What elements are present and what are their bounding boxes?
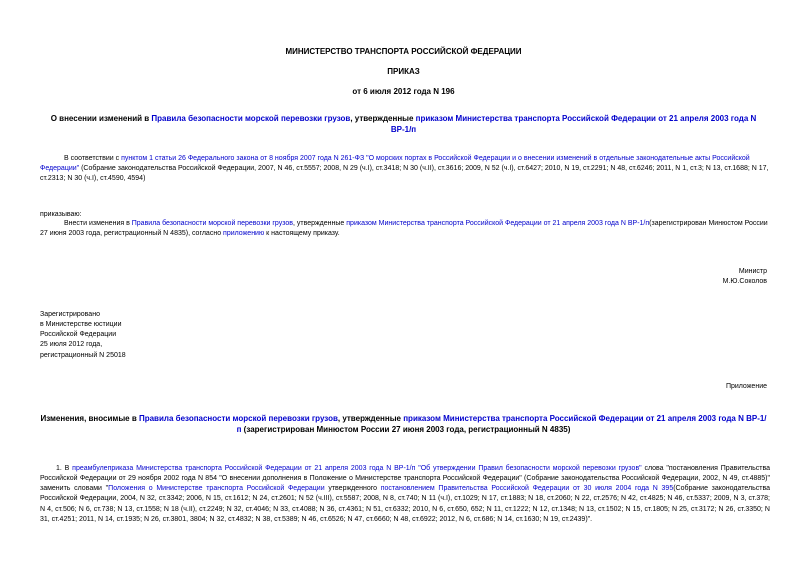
amendment-link-order[interactable]: приказа Министерства транспорта Российской Федерации от 21 апреля 2003 года N ВР-1/п "Об утверждении Правил безопасности морской перевозки грузов" (107, 465, 642, 472)
registration-line: регистрационный N 25018 (40, 351, 126, 359)
ministry-header: МИНИСТЕРСТВО ТРАНСПОРТА РОССИЙСКОЙ ФЕДЕРАЦИИ (285, 47, 522, 56)
preamble-text-2: (Собрание законодательства Российской Федерации, 2007, N 46, ст.5557; 2008, N 29 (ч.I), ст.3418; N 30 (ч.II), ст.3616; 2009, N 52 (ч.I), ст.6427; 2010, N 19, ст.2291; N 48, ст.6246; 2011, N 1, ст.3; N 13, ст.1688; N 17, ст.2313; N 30 (ч.I), ст.4590, 4594) (40, 165, 769, 183)
order-text-3: (зарегистрирован Минюстом России 27 июня 2003 года, регистрационный N 4835), согласно (40, 220, 768, 238)
signature-name: М.Ю.Соколов (722, 278, 767, 286)
registration-block (40, 310, 126, 361)
appendix-title-text-2: , утвержденные (337, 414, 404, 423)
appendix-title (40, 414, 767, 436)
registration-line: Зарегистрировано (40, 311, 100, 318)
order-link-order[interactable]: приказом Министерства транспорта Российской Федерации от 21 апреля 2003 года N ВР-1/п (346, 220, 650, 227)
preamble-link-law[interactable]: пунктом 1 статьи 26 Федерального закона от 8 ноября 2007 года N 261-ФЗ "О морских портах в Российской Федерации и о внесении изменений в отдельные законодательные акты Российской Федерации" (40, 155, 750, 173)
order-link-rules[interactable]: Правила безопасности морской перевозки грузов (131, 220, 293, 227)
document-title (40, 114, 767, 136)
order-paragraph (40, 219, 770, 239)
order-word: приказываю: (40, 211, 82, 218)
appendix-title-text-3: (зарегистрирован Минюстом России 27 июня 2003 года, регистрационный N 4835) (241, 424, 571, 434)
order-text-1: Внести изменения в (64, 220, 132, 227)
registration-line: Российской Федерации (40, 331, 117, 339)
amendment-paragraph-1 (40, 464, 770, 525)
registration-line: 25 июля 2012 года, (40, 341, 103, 349)
title-text-1: О внесении изменений в (50, 114, 152, 123)
amendment-text-2: слова "постановления Правительства Российской Федерации от 29 ноября 2002 года N 854 "О внесении дополнения в Положение о Министерстве транспорта Российской Федерации" (Собрание законодательства Российской Федерации, 2002, N 49, ст.4885)" заменить словами " (40, 465, 770, 493)
amendment-link-resolution[interactable]: постановлением Правительства Российской Федерации от 30 июля 2004 года N 395 (380, 485, 674, 493)
appendix-title-text-1: Изменения, вносимые в (40, 414, 139, 423)
doc-date-number: от 6 июля 2012 года N 196 (352, 87, 455, 96)
title-link-rules[interactable]: Правила безопасности морской перевозки грузов (151, 114, 351, 123)
registration-line: в Министерстве юстиции (40, 321, 122, 329)
amendment-link-regulation[interactable]: Положения о Министерстве транспорта Российской Федерации (108, 485, 325, 493)
signature-position: Министр (738, 268, 767, 275)
order-link-appendix[interactable]: приложению (223, 230, 265, 238)
order-text-4: к настоящему приказу. (264, 230, 340, 238)
appendix-title-link-rules[interactable]: Правила безопасности морской перевозки грузов (138, 414, 338, 423)
amendment-text-1: 1. В (56, 465, 73, 472)
doc-type: ПРИКАЗ (387, 67, 420, 76)
order-text-2: , утвержденные (292, 220, 347, 227)
appendix-title-link-order[interactable]: приказом Министерства транспорта Российской Федерации от 21 апреля 2003 года N ВР-1/п (236, 414, 767, 434)
title-text-2: , утвержденные (350, 114, 416, 123)
amendment-text-4: (Собрание законодательства Российской Федерации, 2004, N 32, ст.3342; 2006, N 15, ст.1612; N 24, ст.2601; N 52 (ч.III), ст.5587; 2008, N 8, ст.740; N 11 (ч.I), ст.1029; N 17, ст.1883; N 18, ст.2060; N 22, ст.2576; N 42, ст.4825; N 46, ст.5337; 2009, N 3, ст.378; N 4, ст.506; N 6, ст.738; N 13, ст.1558; N 18 (ч.II), ст.2249; N 32, ст.4046; N 33, ст.4088; N 36, ст.4361; N 51, ст.6332; 2010, N 6, ст.650, 652; N 11, ст.1222; N 12, ст.1348; N 13, ст.1502; N 15, ст.1805; N 25, ст.3172; N 26, ст.3350; N 31, ст.4251; 2011, N 14, ст.1935; N 26, ст.3801, 3804; N 32, ст.4832; N 38, ст.5389; N 46, ст.6526; N 47, ст.6660; N 48, ст.6922; 2012, N 6, ст.686; N 14, ст.1630; N 19, ст.2439)". (40, 485, 770, 523)
preamble-paragraph (40, 154, 770, 184)
preamble-text-1: В соответствии с (64, 155, 122, 162)
amendment-link-preamble[interactable]: преамбуле (72, 465, 108, 472)
amendment-text-3: утвержденного (324, 485, 381, 493)
title-link-order[interactable]: приказом Министерства транспорта Российской Федерации от 21 апреля 2003 года N ВР-1/п (390, 114, 757, 134)
appendix-label: Приложение (725, 383, 767, 390)
signature-block (723, 267, 767, 287)
